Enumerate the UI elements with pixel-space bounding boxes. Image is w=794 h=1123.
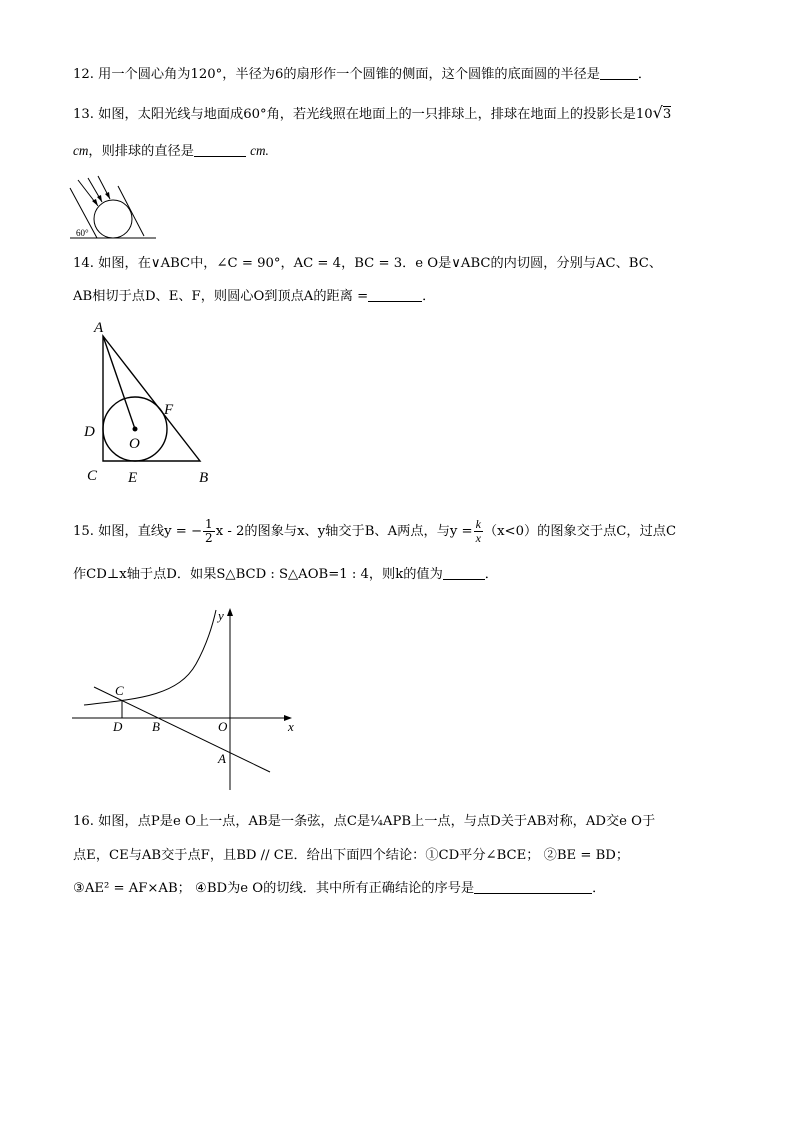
label-o: O bbox=[218, 719, 228, 734]
question-15-line2: 作CD⊥x轴于点D．如果S△BCD : S△AOB=1 : 4，则k的值为 ． bbox=[73, 567, 498, 582]
ball-circle bbox=[94, 200, 132, 238]
question-12: 12. 用一个圆心角为120°，半径为6的扇形作一个圆锥的侧面，这个圆锥的底面圆的半径是 ． bbox=[73, 67, 652, 82]
q12-answer-blank[interactable] bbox=[600, 66, 638, 80]
q15-answer-blank[interactable] bbox=[443, 566, 485, 580]
center-dot-o bbox=[133, 427, 138, 432]
q16-answer-blank[interactable] bbox=[474, 880, 592, 894]
sqrt-symbol: √ bbox=[652, 103, 663, 122]
label-y: y bbox=[218, 608, 224, 623]
question-16-line1 bbox=[73, 813, 655, 831]
label-d: D bbox=[84, 424, 95, 440]
q14-line2: AB相切于点D、E、F，则圆心O到顶点A的距离 = bbox=[73, 289, 369, 304]
hyperbola-curve bbox=[84, 610, 216, 705]
question-14-line2: AB相切于点D、E、F，则圆心O到顶点A的距离 = ． bbox=[73, 289, 436, 304]
label-e: E bbox=[128, 470, 138, 486]
label-f: F bbox=[164, 402, 174, 418]
q16-line2: 点E，CE与AB交于点F，且BD // CE．给出下面四个结论：①CD平分∠BCE； ②BE = BD； bbox=[73, 848, 630, 863]
q14-answer-blank[interactable] bbox=[368, 288, 422, 302]
q15-line2: 作CD⊥x轴于点D．如果S△BCD : S△AOB=1 : 4，则k的值为 bbox=[73, 567, 443, 582]
question-14-line1 bbox=[73, 255, 662, 273]
label-d: D bbox=[113, 719, 123, 734]
triangle-abc bbox=[103, 336, 200, 461]
ray-arrowhead-3 bbox=[105, 192, 110, 199]
label-b: B bbox=[199, 470, 209, 486]
q14-line1: 14. 如图，在∨ABC中，∠C = 90°，AC = 4，BC = 3．e O是∨ABC的内切圆，分别与AC、BC、 bbox=[73, 256, 662, 271]
q13-unit-end: cm. bbox=[250, 143, 269, 158]
q15-line1-b: x - 2的图象与x、y轴交于B、A两点，与y = bbox=[215, 524, 473, 539]
q13-answer-blank[interactable] bbox=[194, 143, 246, 157]
label-a: A bbox=[94, 320, 104, 336]
label-a: A bbox=[218, 751, 226, 766]
sun-ray-5 bbox=[118, 186, 144, 236]
q13-unit: cm bbox=[73, 143, 89, 158]
label-x: x bbox=[288, 719, 294, 734]
q12-text: 12. 用一个圆心角为120°，半径为6的扇形作一个圆锥的侧面，这个圆锥的底面圆的半径是 bbox=[73, 67, 600, 82]
q13-figure bbox=[66, 172, 166, 242]
question-16-line3: ③AE² = AF×AB； ④BD为e O的切线．其中所有正确结论的序号是 ． bbox=[73, 881, 606, 896]
segment-ao bbox=[103, 336, 135, 429]
label-c: C bbox=[87, 468, 98, 484]
fraction-one-half: $\frac{1}{2}$ bbox=[205, 517, 213, 545]
y-axis-arrow bbox=[227, 608, 233, 616]
question-15-line1 bbox=[73, 518, 676, 545]
question-13-line2 bbox=[73, 142, 269, 161]
ray-arrowhead-2 bbox=[97, 195, 102, 202]
angle-label-60: 60° bbox=[76, 228, 89, 238]
q15-figure bbox=[68, 604, 308, 794]
q14-figure bbox=[80, 318, 230, 488]
label-c: C bbox=[115, 683, 124, 698]
q16-line1: 16. 如图，点P是e O上一点，AB是一条弦，点C是¼APB上一点，与点D关于AB对称，AD交e O于 bbox=[73, 814, 656, 829]
question-16-line2 bbox=[73, 847, 629, 865]
q13-text-a: 13. 如图，太阳光线与地面成60°角，若光线照在地面上的一只排球上，排球在地面上的投影长是10 bbox=[73, 107, 653, 122]
label-b: B bbox=[152, 719, 160, 734]
question-13-line1 bbox=[73, 104, 671, 124]
q15-line1-c: （x<0）的图象交于点C，过点C bbox=[483, 524, 677, 539]
q13-sqrt-arg: 3 bbox=[662, 107, 672, 122]
fraction-k-over-x: $\frac{k}{x}$ bbox=[475, 517, 481, 545]
label-o: O bbox=[129, 436, 140, 452]
q13-text-b: ，则排球的直径是 bbox=[88, 144, 194, 159]
q15-line1-a: 15. 如图，直线y = − bbox=[73, 524, 203, 539]
q16-line3: ③AE² = AF×AB； ④BD为e O的切线．其中所有正确结论的序号是 bbox=[73, 881, 475, 896]
